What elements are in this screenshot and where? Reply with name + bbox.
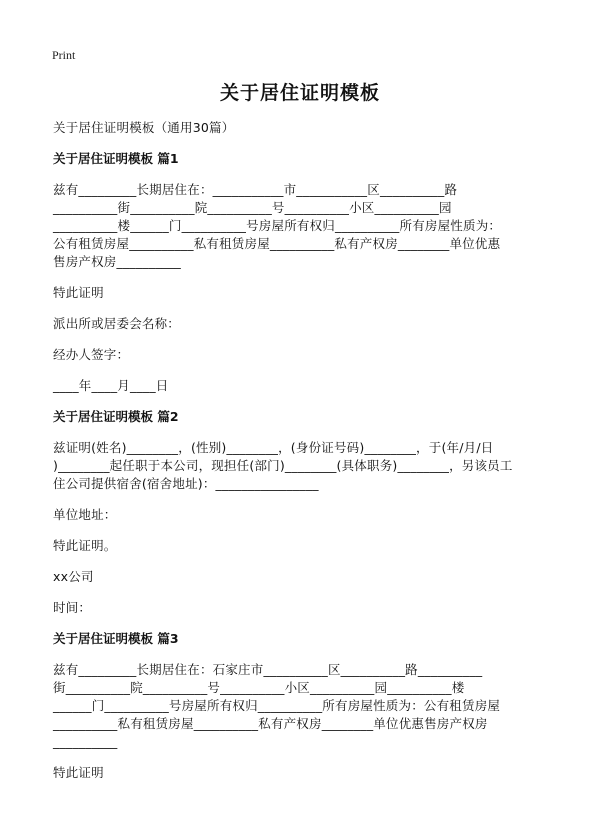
article-1-date: ____年____月____日	[53, 378, 169, 393]
article-2-line: 兹证明(姓名)________，(性别)________，(身份证号码)________，于(年/月/日	[53, 440, 494, 455]
article-1-line: 售房产权房__________	[53, 254, 182, 269]
article-2-line: )________起任职于本公司，现担任(部门)________(具体职务)________，另该员工	[53, 458, 513, 473]
article-3-heading: 关于居住证明模板 篇3	[53, 631, 179, 646]
article-1-line: __________街__________院__________号__________小区__________园	[53, 200, 452, 215]
article-1-line: 兹有_________长期居住在：___________市___________区__________路	[53, 182, 458, 197]
article-2-heading: 关于居住证明模板 篇2	[53, 409, 179, 424]
article-1-station: 派出所或居委会名称：	[53, 316, 181, 331]
article-3-closing: 特此证明	[53, 765, 104, 780]
page-title: 关于居住证明模板	[219, 82, 380, 104]
article-3-line: 兹有_________长期居住在：石家庄市__________区__________路__________	[53, 662, 483, 677]
article-3-line: __________私有租赁房屋__________私有产权房________单位优惠售房产权房	[53, 716, 488, 731]
article-2-time: 时间：	[53, 600, 92, 615]
article-1-heading: 关于居住证明模板 篇1	[53, 151, 179, 166]
article-1-closing: 特此证明	[53, 285, 104, 300]
article-2-address: 单位地址：	[53, 507, 117, 522]
article-2-company: xx公司	[53, 569, 94, 584]
article-1-signer: 经办人签字：	[53, 347, 130, 362]
document-subtitle: 关于居住证明模板（通用30篇）	[53, 120, 235, 135]
article-3-line: 街__________院__________号__________小区__________园__________楼	[53, 680, 465, 695]
article-1-line: __________楼______门__________号房屋所有权归__________所有房屋性质为：	[53, 218, 502, 233]
article-1-line: 公有租赁房屋__________私有租赁房屋__________私有产权房________单位优惠	[53, 236, 501, 251]
article-2-closing: 特此证明。	[53, 538, 117, 553]
article-2-line: 住公司提供宿舍(宿舍地址)：________________	[53, 476, 319, 491]
article-3-line: __________	[53, 734, 118, 749]
print-link[interactable]: Print	[52, 48, 76, 62]
article-3-line: ______门__________号房屋所有权归__________所有房屋性质为：公有租赁房屋	[53, 698, 501, 713]
